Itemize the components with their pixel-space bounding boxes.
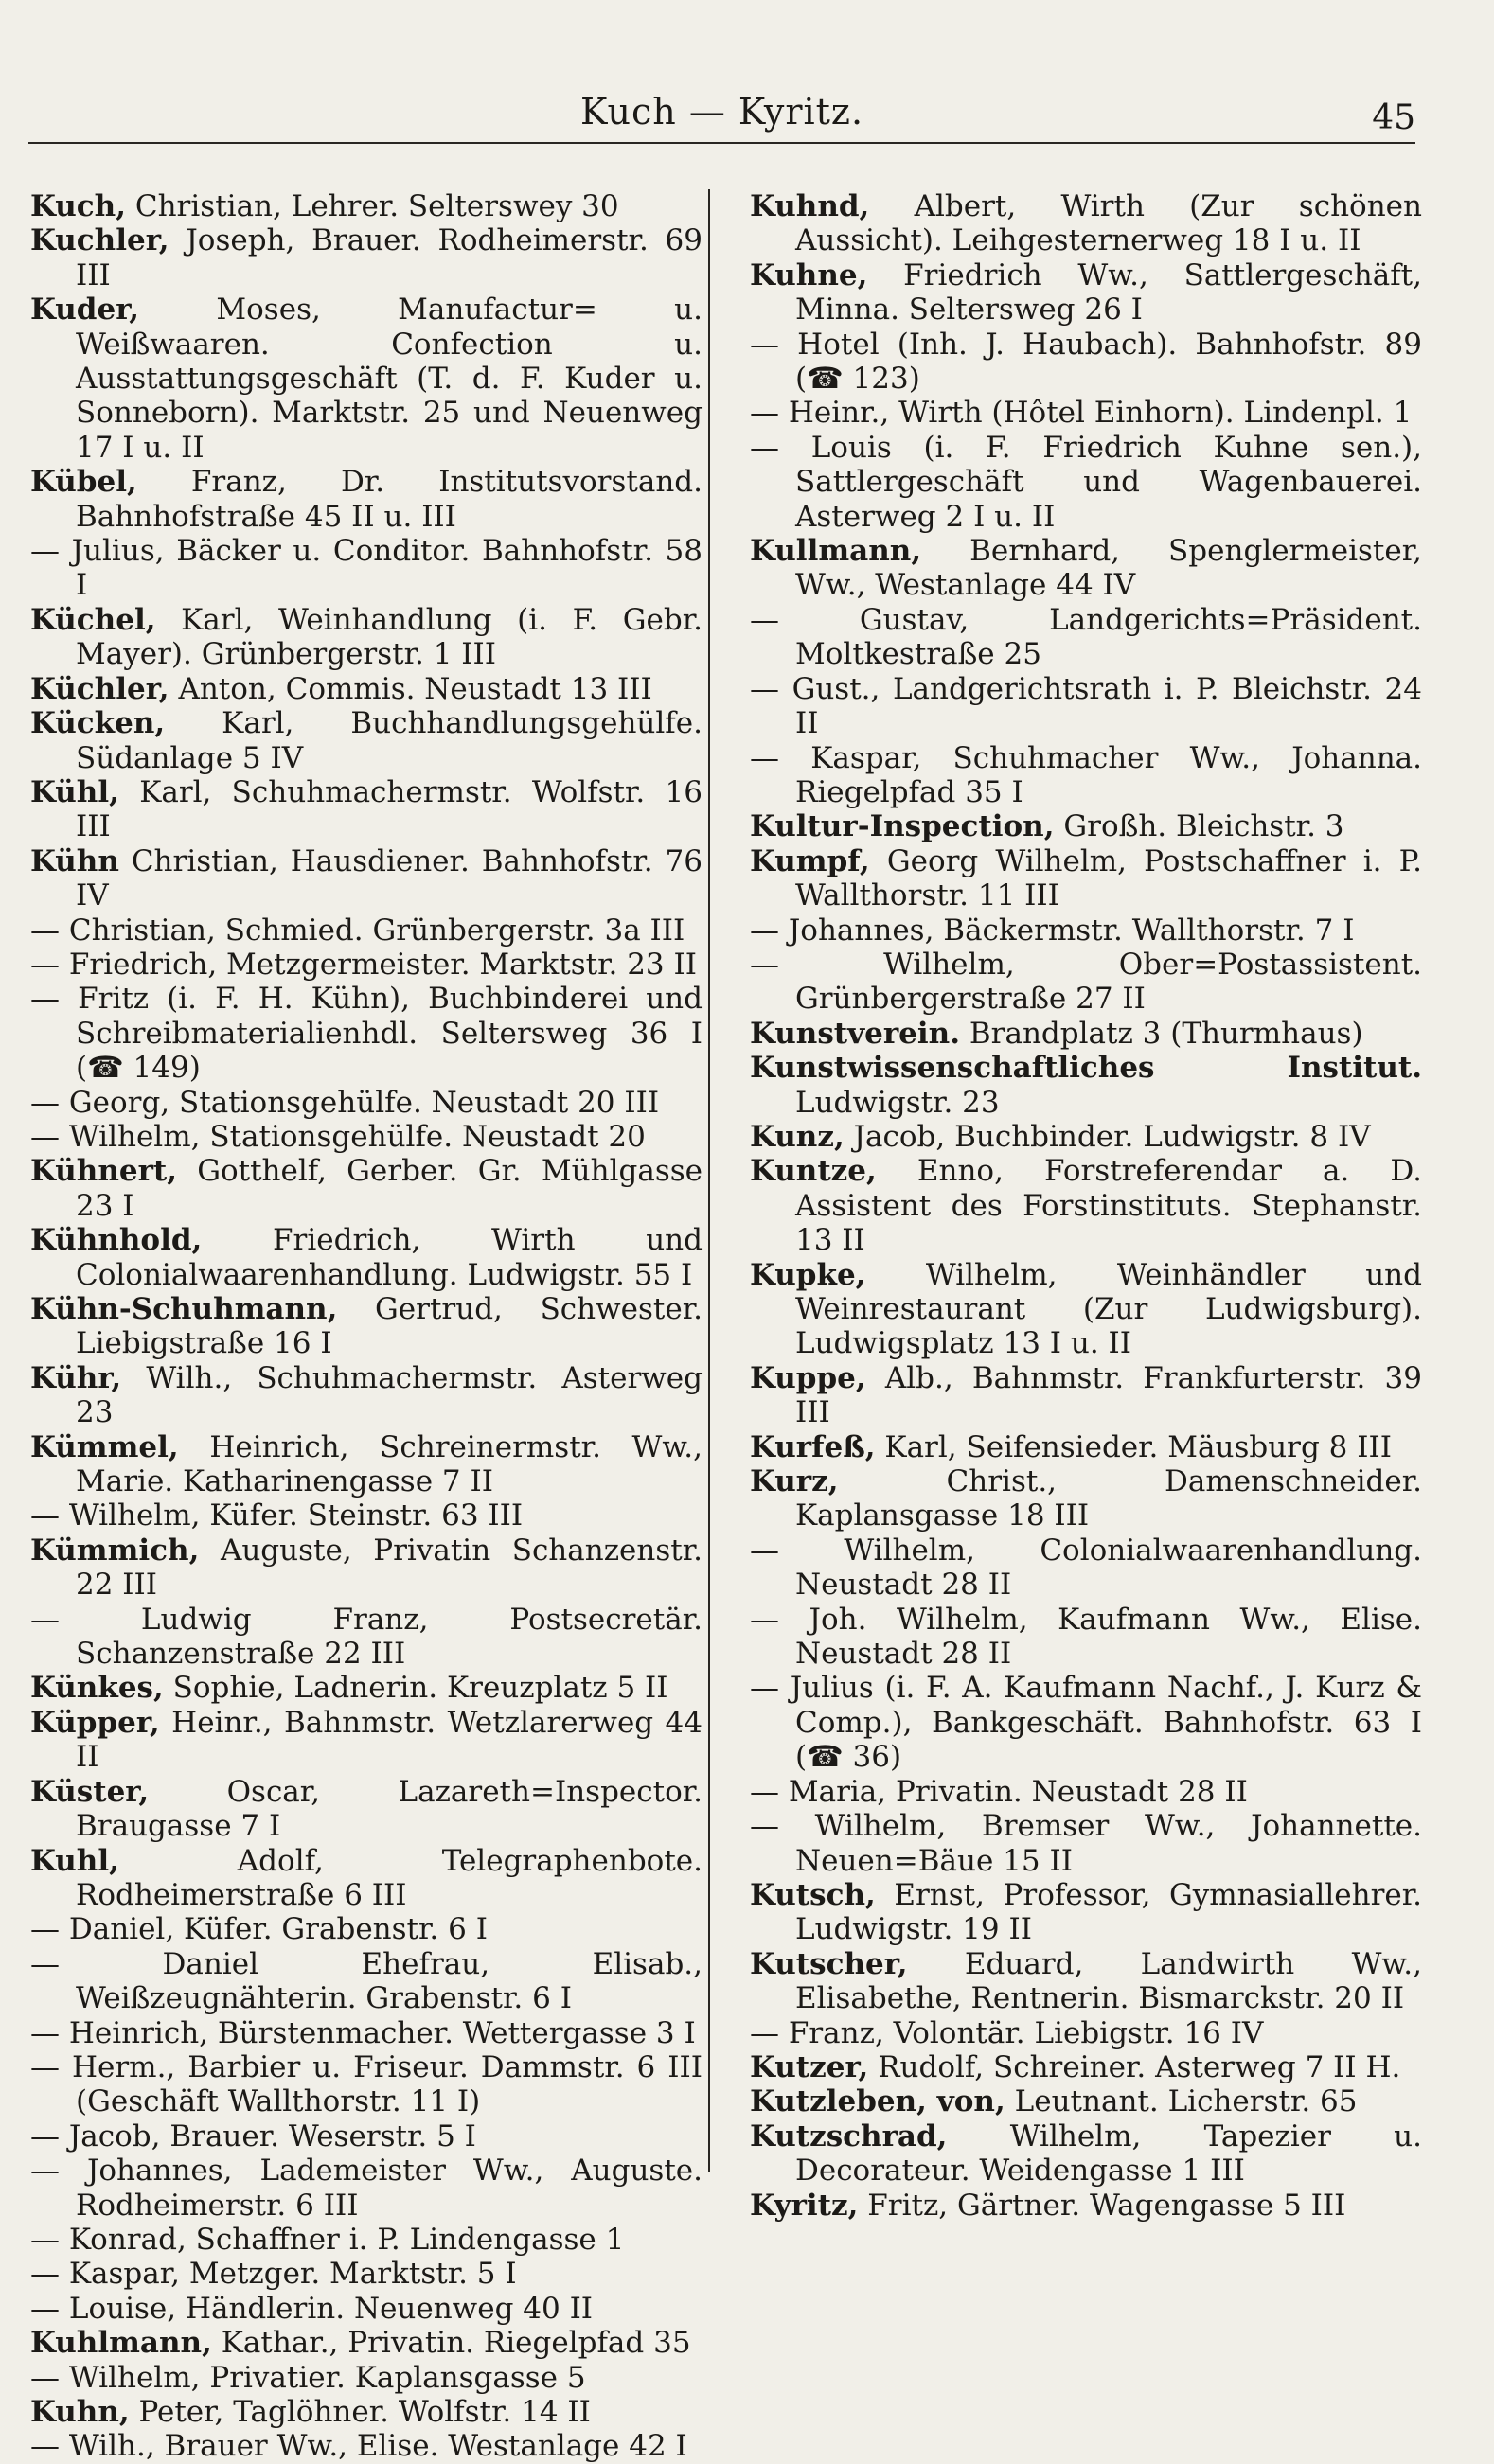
- entry-details: Alb., Bahnmstr. Frankfurterstr. 39 III: [795, 1360, 1422, 1430]
- entry-details: — Fritz (i. F. H. Kühn), Buchbinderei und Schreibmaterialienhdl. Seltersweg 36 I (☎ 149): [30, 982, 703, 1086]
- directory-entry: [30, 1947, 703, 2016]
- directory-entry: [750, 1809, 1422, 1878]
- entry-details: Großh. Bleichstr. 3: [1063, 809, 1344, 844]
- directory-entry: [750, 1120, 1422, 1154]
- directory-entry: [750, 1017, 1422, 1051]
- entry-details: Karl, Buchhandlungsgehülfe. Südanlage 5 IV: [76, 706, 703, 775]
- directory-entry: [30, 189, 703, 223]
- entry-details: Anton, Commis. Neustadt 13 III: [178, 671, 652, 706]
- directory-entry: [30, 2361, 703, 2395]
- entry-surname: Kuchler,: [30, 223, 169, 258]
- directory-entry: [750, 1258, 1422, 1361]
- entry-surname: Kurz,: [750, 1464, 839, 1499]
- directory-entry: [750, 844, 1422, 913]
- entry-details: Fritz, Gärtner. Wagengasse 5 III: [867, 2188, 1346, 2223]
- entry-details: — Heinrich, Bürstenmacher. Wettergasse 3 I: [30, 2015, 696, 2050]
- entry-details: Leutnant. Licherstr. 65: [1014, 2084, 1358, 2119]
- entry-details: — Heinr., Wirth (Hôtel Einhorn). Lindenpl. 1: [750, 396, 1413, 431]
- directory-entry: [750, 328, 1422, 397]
- directory-entry: [30, 2395, 703, 2429]
- directory-entry: [750, 2050, 1422, 2084]
- entry-details: — Konrad, Schaffner i. P. Lindengasse 1: [30, 2222, 625, 2257]
- entry-details: — Joh. Wilhelm, Kaufmann Ww., Elise. Neustadt 28 II: [750, 1602, 1422, 1672]
- directory-entry: [30, 844, 703, 913]
- directory-entry: [30, 1154, 703, 1223]
- directory-entry: [30, 1671, 703, 1705]
- entry-details: — Kaspar, Schuhmacher Ww., Johanna. Riegelpfad 35 I: [750, 740, 1422, 809]
- entry-details: — Wilhelm, Stationsgehülfe. Neustadt 20: [30, 1119, 646, 1154]
- directory-entry: [750, 1051, 1422, 1120]
- directory-entry: [30, 1292, 703, 1361]
- entry-surname: Kumpf,: [750, 843, 870, 878]
- directory-entry: [30, 2119, 703, 2154]
- entry-surname: Küster,: [30, 1774, 150, 1809]
- entry-details: Wilhelm, Weinhändler und Weinrestaurant (Zur Ludwigsburg). Ludwigsplatz 13 I u. II: [795, 1257, 1422, 1361]
- directory-entry: [30, 292, 703, 465]
- directory-entry: [30, 1120, 703, 1154]
- directory-entry: [30, 1706, 703, 1775]
- entry-surname: Kyritz,: [750, 2188, 859, 2223]
- directory-entry: [30, 1430, 703, 1499]
- entry-details: Joseph, Brauer. Rodheimerstr. 69 III: [76, 223, 703, 292]
- entry-surname: Kümmich,: [30, 1533, 200, 1568]
- entry-details: — Gust., Landgerichtsrath i. P. Bleichstr. 24 II: [750, 671, 1422, 741]
- directory-entry: [750, 1878, 1422, 1947]
- entry-details: Friedrich Ww., Sattlergeschäft, Minna. Seltersweg 26 I: [795, 257, 1422, 328]
- entry-details: Heinr., Bahnmstr. Wetzlarerweg 44 II: [76, 1705, 703, 1775]
- directory-entry: [30, 534, 703, 603]
- entry-details: — Kaspar, Metzger. Marktstr. 5 I: [30, 2257, 517, 2292]
- directory-entry: [30, 1603, 703, 1672]
- directory-entry: [750, 809, 1422, 843]
- entry-details: — Daniel, Küfer. Grabenstr. 6 I: [30, 1912, 488, 1947]
- entry-details: Ludwigstr. 23: [795, 1085, 1000, 1120]
- left-column: [30, 189, 703, 2464]
- directory-entry: [750, 603, 1422, 672]
- directory-entry: [30, 2292, 703, 2326]
- directory-entry: [750, 1533, 1422, 1603]
- entry-surname: Kuder,: [30, 292, 140, 328]
- entry-details: Wilhelm, Tapezier u. Decorateur. Weidengasse 1 III: [795, 2118, 1422, 2189]
- entry-surname: Kutzschrad,: [750, 2118, 948, 2154]
- entry-surname: Kunstwissenschaftliches Institut.: [750, 1051, 1422, 1086]
- directory-entry: [30, 706, 703, 775]
- entry-surname: Kuhn,: [30, 2395, 130, 2429]
- entry-details: — Ludwig Franz, Postsecretär. Schanzenstraße 22 III: [30, 1602, 703, 1672]
- directory-entry: [750, 396, 1422, 430]
- entry-details: Heinrich, Schreinermstr. Ww., Marie. Katharinengasse 7 II: [76, 1429, 703, 1499]
- entry-details: Albert, Wirth (Zur schönen Aussicht). Leihgesternerweg 18 I u. II: [795, 189, 1422, 258]
- entry-details: — Johannes, Bäckermstr. Wallthorstr. 7 I: [750, 913, 1355, 948]
- entry-details: Rudolf, Schreiner. Asterweg 7 II H.: [878, 2049, 1401, 2084]
- directory-entry: [750, 431, 1422, 534]
- page-header: [28, 85, 1415, 142]
- entry-details: — Franz, Volontär. Liebigstr. 16 IV: [750, 2015, 1264, 2050]
- entry-details: — Gustav, Landgerichts=Präsident. Moltkestraße 25: [750, 602, 1422, 672]
- entry-surname: Kutscher,: [750, 1946, 908, 1981]
- running-title: Kuch — Kyritz.: [579, 91, 864, 133]
- directory-entry: [30, 2050, 703, 2119]
- entry-surname: Kupke,: [750, 1257, 866, 1292]
- entry-details: Jacob, Buchbinder. Ludwigstr. 8 IV: [853, 1119, 1371, 1154]
- entry-surname: Kühl,: [30, 774, 119, 809]
- directory-entry: [30, 1223, 703, 1292]
- entry-details: — Christian, Schmied. Grünbergerstr. 3a III: [30, 913, 685, 948]
- entry-surname: Künkes,: [30, 1671, 164, 1706]
- directory-entry: [750, 258, 1422, 328]
- header-rule: [28, 142, 1415, 144]
- entry-details: — Hotel (Inh. J. Haubach). Bahnhofstr. 89 (☎ 123): [750, 327, 1422, 397]
- directory-entry: [30, 2154, 703, 2223]
- entry-details: — Wilhelm, Bremser Ww., Johannette. Neuen=Bäue 15 II: [750, 1809, 1422, 1878]
- directory-entry: [30, 672, 703, 706]
- directory-entry: [30, 1361, 703, 1430]
- entry-details: Sophie, Ladnerin. Kreuzplatz 5 II: [172, 1671, 668, 1706]
- directory-entry: [30, 775, 703, 844]
- entry-surname: Kunstverein.: [750, 1016, 961, 1051]
- entry-surname: Kurfeß,: [750, 1429, 876, 1464]
- directory-entry: [750, 1671, 1422, 1774]
- directory-entry: [30, 1775, 703, 1844]
- entry-details: Wilh., Schuhmachermstr. Asterweg 23: [76, 1360, 703, 1430]
- directory-entry: [30, 913, 703, 948]
- entry-surname: Kutzleben, von,: [750, 2084, 1005, 2119]
- entry-surname: Küpper,: [30, 1705, 160, 1740]
- entry-surname: Kuhne,: [750, 257, 868, 292]
- entry-surname: Kümmel,: [30, 1429, 179, 1464]
- directory-entry: [30, 982, 703, 1085]
- entry-details: Gertrud, Schwester. Liebigstraße 16 I: [76, 1292, 703, 1361]
- entry-details: Christian, Lehrer. Selterswey 30: [134, 189, 619, 223]
- entry-surname: Kuppe,: [750, 1360, 866, 1395]
- directory-entry: [750, 1603, 1422, 1672]
- entry-details: Kathar., Privatin. Riegelpfad 35: [221, 2326, 691, 2361]
- entry-details: — Herm., Barbier u. Friseur. Dammstr. 6 III (Geschäft Wallthorstr. 11 I): [30, 2049, 703, 2119]
- directory-entry: [750, 1154, 1422, 1257]
- directory-entry: [750, 1430, 1422, 1464]
- column-divider: [708, 189, 710, 2172]
- entry-details: — Louis (i. F. Friedrich Kuhne sen.), Sattlergeschäft und Wagenbauerei. Asterweg 2 I u. II: [750, 430, 1422, 534]
- entry-details: — Louise, Händlerin. Neuenweg 40 II: [30, 2291, 594, 2326]
- entry-surname: Kuch,: [30, 189, 127, 223]
- entry-surname: Kuntze,: [750, 1154, 877, 1189]
- entry-surname: Kübel,: [30, 465, 137, 500]
- entry-details: — Julius, Bäcker u. Conditor. Bahnhofstr. 58 I: [30, 534, 703, 603]
- directory-entry: [750, 1361, 1422, 1430]
- directory-entry: [750, 1464, 1422, 1533]
- directory-entry: [30, 2016, 703, 2050]
- entry-details: — Wilhelm, Ober=Postassistent. Grünbergerstraße 27 II: [750, 947, 1422, 1017]
- directory-entry: [750, 2084, 1422, 2118]
- entry-details: Ernst, Professor, Gymnasiallehrer. Ludwigstr. 19 II: [795, 1877, 1422, 1947]
- entry-details: — Georg, Stationsgehülfe. Neustadt 20 III: [30, 1085, 660, 1120]
- entry-details: Auguste, Privatin Schanzenstr. 22 III: [76, 1533, 703, 1603]
- directory-entry: [750, 189, 1422, 258]
- directory-entry: [750, 741, 1422, 810]
- entry-surname: Kutzer,: [750, 2049, 869, 2084]
- directory-entry: [30, 1533, 703, 1603]
- entry-details: Brandplatz 3 (Thurmhaus): [969, 1016, 1363, 1051]
- entry-details: Karl, Seifensieder. Mäusburg 8 III: [884, 1429, 1392, 1464]
- entry-surname: Kühn: [30, 843, 119, 878]
- directory-entry: [30, 2429, 703, 2463]
- entry-surname: Kühnhold,: [30, 1223, 203, 1258]
- directory-entry: [30, 948, 703, 982]
- page-number: 45: [1372, 98, 1415, 137]
- entry-details: Peter, Taglöhner. Wolfstr. 14 II: [138, 2395, 591, 2429]
- entry-details: — Wilhelm, Colonialwaarenhandlung. Neustadt 28 II: [750, 1533, 1422, 1603]
- entry-details: — Daniel Ehefrau, Elisab., Weißzeugnähterin. Grabenstr. 6 I: [30, 1946, 703, 2016]
- entry-details: Christ., Damenschneider. Kaplansgasse 18 III: [795, 1464, 1423, 1533]
- entry-details: — Maria, Privatin. Neustadt 28 II: [750, 1774, 1248, 1809]
- entry-surname: Kuhnd,: [750, 189, 870, 223]
- directory-entry: [30, 2257, 703, 2291]
- entry-details: — Julius (i. F. A. Kaufmann Nachf., J. Kurz & Comp.), Bankgeschäft. Bahnhofstr. 63 I (☎ 36): [750, 1671, 1422, 1775]
- directory-entry: [750, 672, 1422, 741]
- entry-details: Karl, Schuhmachermstr. Wolfstr. 16 III: [76, 774, 703, 844]
- directory-entry: [30, 2326, 703, 2360]
- entry-details: Gotthelf, Gerber. Gr. Mühlgasse 23 I: [76, 1154, 703, 1223]
- entry-details: Karl, Weinhandlung (i. F. Gebr. Mayer). Grünbergerstr. 1 III: [76, 602, 703, 672]
- entry-details: — Wilh., Brauer Ww., Elise. Westanlage 42 I: [30, 2429, 687, 2464]
- directory-entry: [30, 1086, 703, 1120]
- directory-entry: [750, 913, 1422, 948]
- directory-entry: [750, 534, 1422, 603]
- directory-entry: [30, 465, 703, 534]
- entry-details: Christian, Hausdiener. Bahnhofstr. 76 IV: [76, 843, 703, 913]
- directory-entry: [750, 948, 1422, 1017]
- directory-entry: [30, 2223, 703, 2257]
- entry-surname: Küchel,: [30, 602, 156, 637]
- directory-entry: [750, 2189, 1422, 2223]
- entry-details: Moses, Manufactur= u. Weißwaaren. Confection u. Ausstattungsgeschäft (T. d. F. Kuder u. Sonneborn). Marktstr. 25 und Neuenweg 17 I u. II: [76, 292, 703, 465]
- entry-details: — Wilhelm, Küfer. Steinstr. 63 III: [30, 1498, 524, 1533]
- directory-entry: [30, 1844, 703, 1913]
- entry-surname: Kutsch,: [750, 1877, 876, 1912]
- entry-surname: Kunz,: [750, 1119, 845, 1154]
- directory-entry: [750, 1775, 1422, 1809]
- entry-details: — Johannes, Lademeister Ww., Auguste. Rodheimerstr. 6 III: [30, 2154, 703, 2223]
- entry-surname: Kultur-Inspection,: [750, 809, 1055, 844]
- entry-surname: Kuhlmann,: [30, 2326, 212, 2361]
- entry-details: Franz, Dr. Institutsvorstand. Bahnhofstraße 45 II u. III: [76, 465, 703, 534]
- entry-details: — Jacob, Brauer. Weserstr. 5 I: [30, 2118, 476, 2154]
- entry-surname: Kühn-Schuhmann,: [30, 1292, 338, 1326]
- entry-details: Friedrich, Wirth und Colonialwaarenhandlung. Ludwigstr. 55 I: [76, 1223, 703, 1292]
- entry-details: Adolf, Telegraphenbote. Rodheimerstraße 6 III: [76, 1843, 703, 1912]
- entry-details: Enno, Forstreferendar a. D. Assistent des Forstinstituts. Stephanstr. 13 II: [795, 1154, 1422, 1258]
- entry-details: Oscar, Lazareth=Inspector. Braugasse 7 I: [76, 1774, 703, 1844]
- entry-surname: Küchler,: [30, 671, 169, 706]
- right-column: [750, 189, 1422, 2223]
- directory-entry: [30, 603, 703, 672]
- directory-entry: [30, 1498, 703, 1533]
- directory-entry: [30, 1912, 703, 1946]
- entry-surname: Kuhl,: [30, 1843, 119, 1878]
- entry-details: Georg Wilhelm, Postschaffner i. P. Wallthorstr. 11 III: [795, 843, 1422, 913]
- directory-entry: [30, 223, 703, 292]
- directory-entry: [750, 1947, 1422, 2016]
- directory-entry: [750, 2016, 1422, 2050]
- entry-details: — Wilhelm, Privatier. Kaplansgasse 5: [30, 2360, 586, 2395]
- entry-details: Bernhard, Spenglermeister, Ww., Westanlage 44 IV: [795, 534, 1422, 603]
- entry-surname: Kücken,: [30, 706, 166, 741]
- directory-entry: [750, 2119, 1422, 2189]
- entry-details: Eduard, Landwirth Ww., Elisabethe, Rentnerin. Bismarckstr. 20 II: [795, 1946, 1422, 2016]
- entry-surname: Kühnert,: [30, 1154, 178, 1189]
- entry-details: — Friedrich, Metzgermeister. Marktstr. 23 II: [30, 947, 697, 982]
- entry-surname: Kühr,: [30, 1360, 122, 1395]
- entry-surname: Kullmann,: [750, 534, 922, 569]
